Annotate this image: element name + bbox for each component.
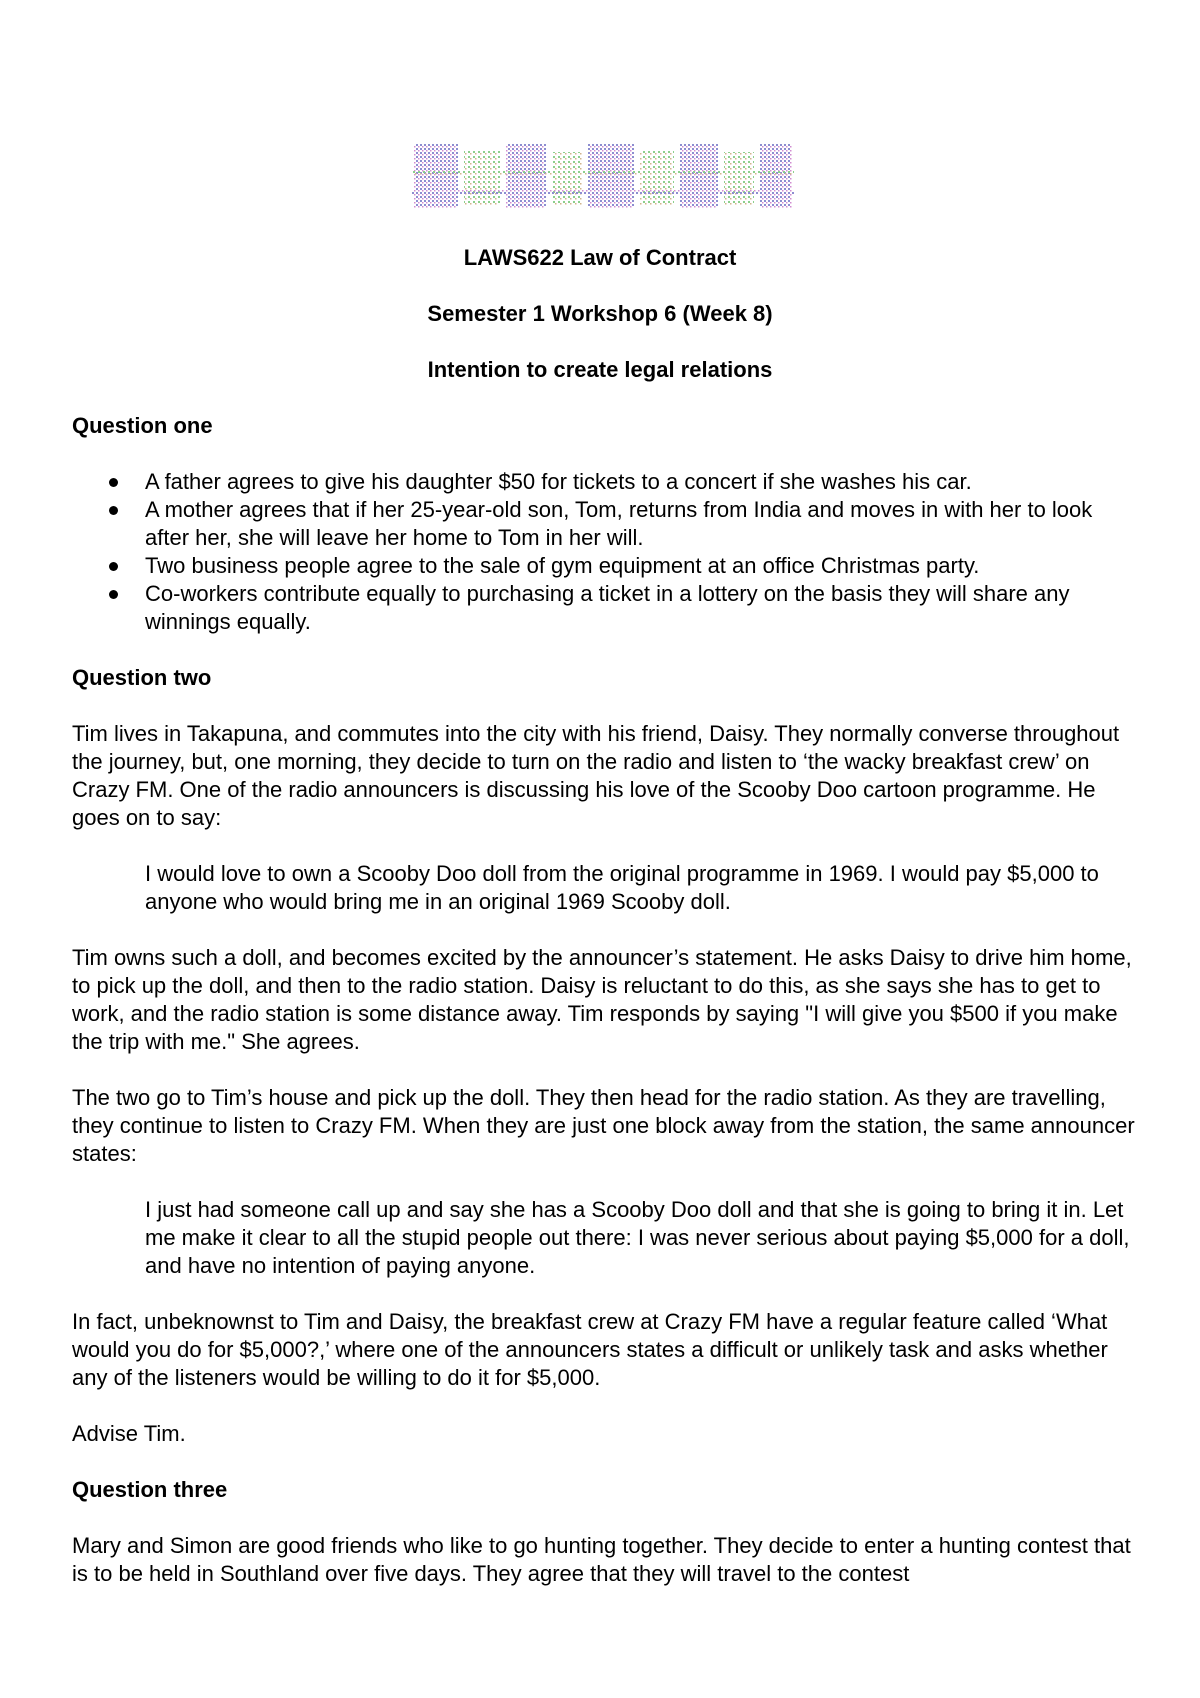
question-two-heading: Question two <box>72 665 212 690</box>
question-two-paragraph: Tim lives in Takapuna, and commutes into the city with his friend, Daisy. They normally converse throughout the journey, but, one morning, they decide to turn on the radio and listen to ‘the wacky breakfast crew’ on Crazy FM. One of the radio announcers is discussing his love of the Scooby Doo cartoon programme. He goes on to say: <box>72 721 1120 830</box>
question-one-list <box>72 468 1142 636</box>
university-logo <box>412 140 794 216</box>
question-two-instruction: Advise Tim. <box>72 1421 186 1446</box>
question-two-paragraph: Tim owns such a doll, and becomes excited by the announcer’s statement. He asks Daisy to drive him home, to pick up the doll, and then to the radio station. Daisy is reluctant to do this, as she says she has to get to work, and the radio station is some distance away. Tim responds by saying "I will give you $500 if you make the trip with me." She agrees. <box>72 945 1132 1054</box>
document-body <box>72 412 1142 1588</box>
session-title: Semester 1 Workshop 6 (Week 8) <box>427 301 773 326</box>
announcer-quote: I just had someone call up and say she has a Scooby Doo doll and that she is going to bring it in. Let me make it clear to all the stupid people out there: I was never serious about paying $5,000 for a doll, and have no intention of paying anyone. <box>145 1197 1130 1278</box>
question-two-paragraph: The two go to Tim’s house and pick up the doll. They then head for the radio station. As they are travelling, they continue to listen to Crazy FM. When they are just one block away from the station, the same announcer states: <box>72 1085 1135 1166</box>
question-one-heading: Question one <box>72 413 213 438</box>
list-item: Co-workers contribute equally to purchasing a ticket in a lottery on the basis they will share any winnings equally. <box>72 580 1142 636</box>
question-three-heading: Question three <box>72 1477 228 1502</box>
list-item: A mother agrees that if her 25-year-old son, Tom, returns from India and moves in with her to look after her, she will leave her home to Tom in her will. <box>72 496 1142 552</box>
list-item: A father agrees to give his daughter $50 for tickets to a concert if she washes his car. <box>72 468 1142 496</box>
course-title: LAWS622 Law of Contract <box>463 245 737 270</box>
question-three-paragraph: Mary and Simon are good friends who like to go hunting together. They decide to enter a hunting contest that is to be held in Southland over five days. They agree that they will travel to the contest <box>72 1533 1131 1586</box>
list-item: Two business people agree to the sale of gym equipment at an office Christmas party. <box>72 552 1142 580</box>
question-two-paragraph: In fact, unbeknownst to Tim and Daisy, the breakfast crew at Crazy FM have a regular feature called ‘What would you do for $5,000?,’ where one of the announcers states a difficult or unlikely task and asks whether any of the listeners would be willing to do it for $5,000. <box>72 1309 1108 1390</box>
announcer-quote: I would love to own a Scooby Doo doll from the original programme in 1969. I would pay $5,000 to anyone who would bring me in an original 1969 Scooby doll. <box>145 861 1099 914</box>
topic-title: Intention to create legal relations <box>427 357 773 382</box>
